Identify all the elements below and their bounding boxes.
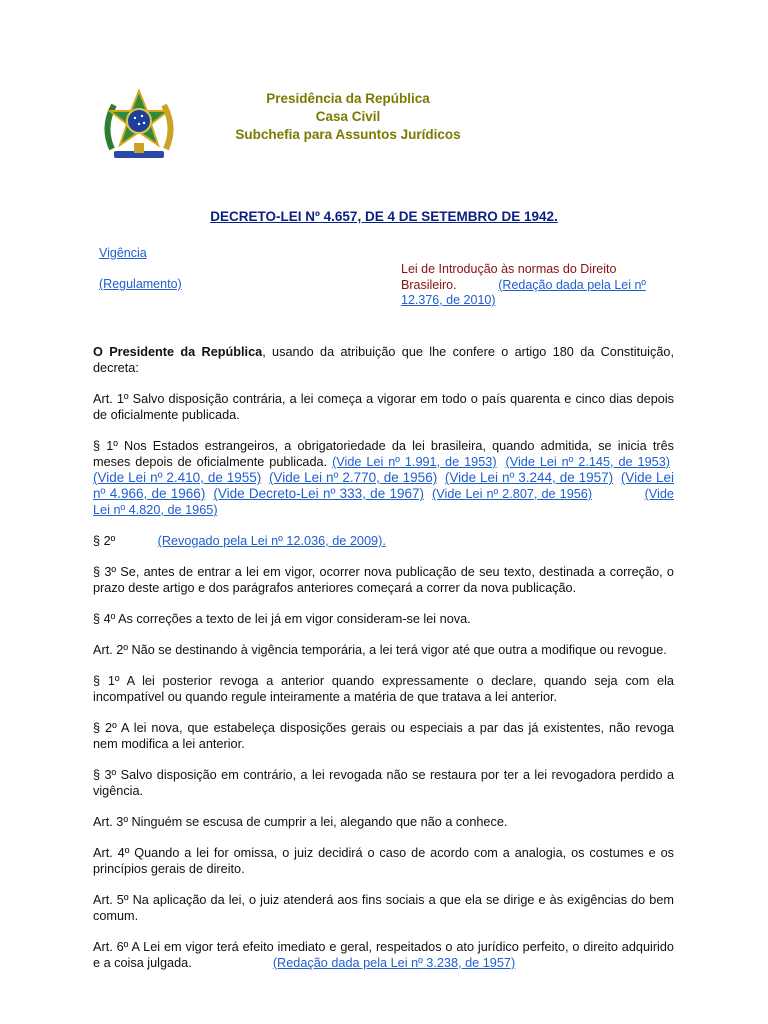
blue-globe: [127, 109, 151, 133]
art2-paragraph2: § 2º A lei nova, que estabeleça disposições gerais ou especiais a par das já existentes, não revoga nem modifica a lei anterior.: [93, 721, 674, 751]
ref-link[interactable]: (Vide Lei nº 3.244, de 1957): [444, 470, 614, 485]
ementa-text: Lei de Introdução às normas do Direito Brasileiro.: [401, 262, 617, 292]
art5: Art. 5º Na aplicação da lei, o juiz atenderá aos fins sociais a que ela se dirige e às exigências do bem comum.: [93, 893, 674, 923]
preamble-bold: O Presidente da República: [93, 345, 263, 359]
document-title-row: [0, 208, 768, 226]
art1-paragraph3: § 3º Se, antes de entrar a lei em vigor, ocorrer nova publicação de seu texto, destinada a correção, o prazo deste artigo e dos parágrafos anteriores começará a correr da nova publicação.: [93, 565, 674, 595]
ref-link[interactable]: (Vide Lei nº 2.770, de 1956): [268, 470, 438, 485]
ref-link[interactable]: (Vide Lei nº 4.966, de 1966): [93, 470, 674, 501]
art3: Art. 3º Ninguém se escusa de cumprir a lei, alegando que não a conhece.: [93, 815, 508, 829]
art1-paragraph1: [93, 438, 674, 518]
art1-paragraph4: § 4º As correções a texto de lei já em vigor consideram-se lei nova.: [93, 612, 471, 626]
revogado-link[interactable]: (Revogado pela Lei nº 12.036, de 2009).: [157, 534, 386, 548]
ref-link[interactable]: (Vide Lei nº 1.991, de 1953): [332, 455, 497, 469]
coat-of-arms-emblem: [98, 87, 180, 169]
art2: Art. 2º Não se destinando à vigência temporária, a lei terá vigor até que outra a modifique ou revogue.: [93, 643, 667, 657]
document-title: DECRETO-LEI Nº 4.657, DE 4 DE SETEMBRO DE 1942.: [210, 209, 558, 224]
preamble: [93, 344, 674, 376]
ref-link[interactable]: (Vide Lei nº 2.410, de 1955): [93, 470, 262, 485]
header-presidencia: Presidência da República: [266, 91, 430, 106]
regulamento-link[interactable]: (Regulamento): [99, 277, 182, 291]
art1-paragraph2: [93, 533, 674, 549]
header-subchefia: Subchefia para Assuntos Jurídicos: [235, 127, 461, 142]
ementa: [401, 262, 671, 309]
ref-link[interactable]: (Vide Lei nº 2.807, de 1956): [432, 487, 593, 501]
art6-redacao-link[interactable]: (Redação dada pela Lei nº 3.238, de 1957): [272, 956, 516, 970]
header-casa-civil: Casa Civil: [315, 109, 381, 124]
left-links: [99, 246, 182, 308]
header: [218, 90, 478, 144]
ementa-redacao-link[interactable]: (Redação dada pela Lei nº 12.376, de 2010): [401, 277, 646, 307]
preamble-rest: , usando da atribuição que lhe confere o artigo 180 da Constituição, decreta:: [93, 345, 674, 375]
ref-link[interactable]: (Vide Lei nº 4.820, de 1965): [93, 487, 674, 517]
art6: [93, 939, 674, 971]
ref-link[interactable]: (Vide Lei nº 2.145, de 1953): [505, 455, 670, 469]
art2-paragraph3: § 3º Salvo disposição em contrário, a lei revogada não se restaura por ter a lei revogadora perdido a vigência.: [93, 768, 674, 798]
art1: Art. 1º Salvo disposição contrária, a lei começa a vigorar em todo o país quarenta e cinco dias depois de oficialmente publicada.: [93, 392, 674, 422]
art4: Art. 4º Quando a lei for omissa, o juiz decidirá o caso de acordo com a analogia, os costumes e os princípios gerais de direito.: [93, 846, 674, 876]
ref-link[interactable]: (Vide Decreto-Lei nº 333, de 1967): [213, 486, 424, 501]
art6-text: Art. 6º A Lei em vigor terá efeito imediato e geral, respeitados o ato jurídico perfeito, o direito adquirido e a coisa julgada.: [93, 940, 674, 970]
document-body: [93, 344, 674, 986]
art1-paragraph2-label: § 2º: [93, 534, 116, 548]
art1-paragraph1-text: § 1º Nos Estados estrangeiros, a obrigatoriedade da lei brasileira, quando admitida, se inicia três meses depois de oficialmente publicada.: [93, 439, 674, 469]
art2-paragraph1: § 1º A lei posterior revoga a anterior quando expressamente o declare, quando seja com ela incompatível ou quando regule inteiramente a matéria de que tratava a lei anterior.: [93, 674, 674, 704]
vigencia-link[interactable]: Vigência: [99, 246, 147, 260]
